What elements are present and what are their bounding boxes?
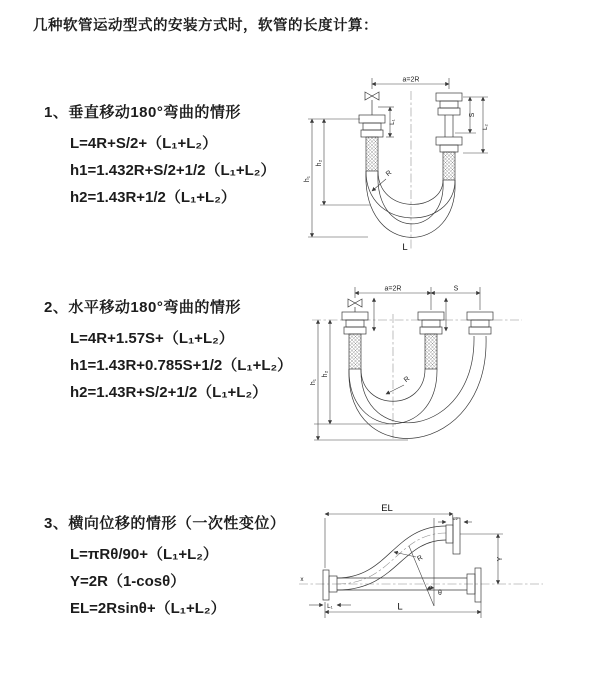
label-el: EL (381, 503, 393, 514)
label-r: R (402, 375, 412, 385)
formula-h2: h2=1.43R+1/2（L₁+L₂） (70, 189, 236, 206)
label-l: L (402, 242, 408, 253)
section-1-heading: 1、垂直移动180°弯曲的情形 (44, 104, 241, 121)
label-l2: L₂ (482, 124, 489, 130)
label-l2: L₂ (452, 514, 458, 522)
valve-icon (348, 299, 362, 307)
page-title: 几种软管运动型式的安装方式时，软管的长度计算： (33, 18, 378, 34)
label-h1: h₁ (304, 175, 311, 183)
fitting-length-dims (374, 298, 446, 331)
label-r: R (416, 554, 425, 563)
formula-EL: EL=2Rsinθ+（L₁+L₂） (70, 600, 226, 617)
formula-h1: h1=1.432R+S/2+1/2（L₁+L₂） (70, 162, 276, 179)
section-2-heading: 2、水平移动180°弯曲的情形 (44, 299, 241, 316)
diagram-lateral-displacement-drawing (297, 502, 565, 640)
formula-h2: h2=1.43R+S/2+1/2（L₁+L₂） (70, 384, 268, 401)
right-hose-fitting (467, 312, 493, 334)
section-vertical-bend (44, 101, 275, 211)
label-l1: L₁ (389, 119, 396, 125)
label-a2r: a=2R (402, 76, 420, 84)
label-x: x (300, 576, 304, 583)
label-s: S (469, 112, 476, 118)
left-hose-fitting (342, 312, 368, 369)
formula-L: L=πRθ/90+（L₁+L₂） (70, 546, 218, 563)
label-theta: θ (438, 590, 442, 597)
straight-pipe-position (337, 568, 481, 602)
left-hose-fitting (359, 115, 385, 171)
diagram-lateral-displacement (297, 502, 565, 640)
diagram-3-labels (300, 503, 504, 613)
section-lateral-displacement (44, 512, 285, 622)
label-s: S (453, 285, 459, 293)
label-h1: h₁ (310, 378, 317, 386)
hose-u-bend (349, 336, 486, 438)
label-a2r: a=2R (384, 285, 402, 293)
diagram-horizontal-bend (310, 284, 528, 456)
section-3-heading: 3、横向位移的情形（一次性变位） (44, 515, 286, 532)
label-y: Y (497, 556, 504, 562)
formula-Y: Y=2R（1-cosθ） (70, 573, 186, 590)
formula-L: L=4R+S/2+（L₁+L₂） (70, 135, 218, 152)
middle-hose-fitting (418, 312, 444, 369)
diagram-1-labels (304, 77, 489, 254)
valve-icon (365, 92, 379, 100)
label-l1: L₁ (327, 603, 333, 610)
formula-h1: h1=1.43R+0.785S+1/2（L₁+L₂） (70, 357, 293, 374)
label-l: L (397, 601, 403, 613)
diagram-vertical-bend (302, 75, 530, 255)
dimension-l (325, 602, 481, 618)
s-curve-hose (337, 518, 460, 590)
right-hose-fitting (436, 93, 462, 180)
diagram-vertical-bend-drawing (302, 75, 530, 255)
formula-L: L=4R+1.57S+（L₁+L₂） (70, 330, 234, 347)
section-horizontal-bend (44, 296, 292, 406)
hose-u-bend (366, 171, 455, 237)
radius-leader (386, 385, 404, 394)
label-h2: h₂ (316, 159, 323, 167)
label-r: R (384, 169, 394, 179)
label-h2: h₂ (322, 370, 329, 378)
diagram-horizontal-bend-drawing (310, 284, 528, 456)
left-flange (323, 570, 337, 600)
